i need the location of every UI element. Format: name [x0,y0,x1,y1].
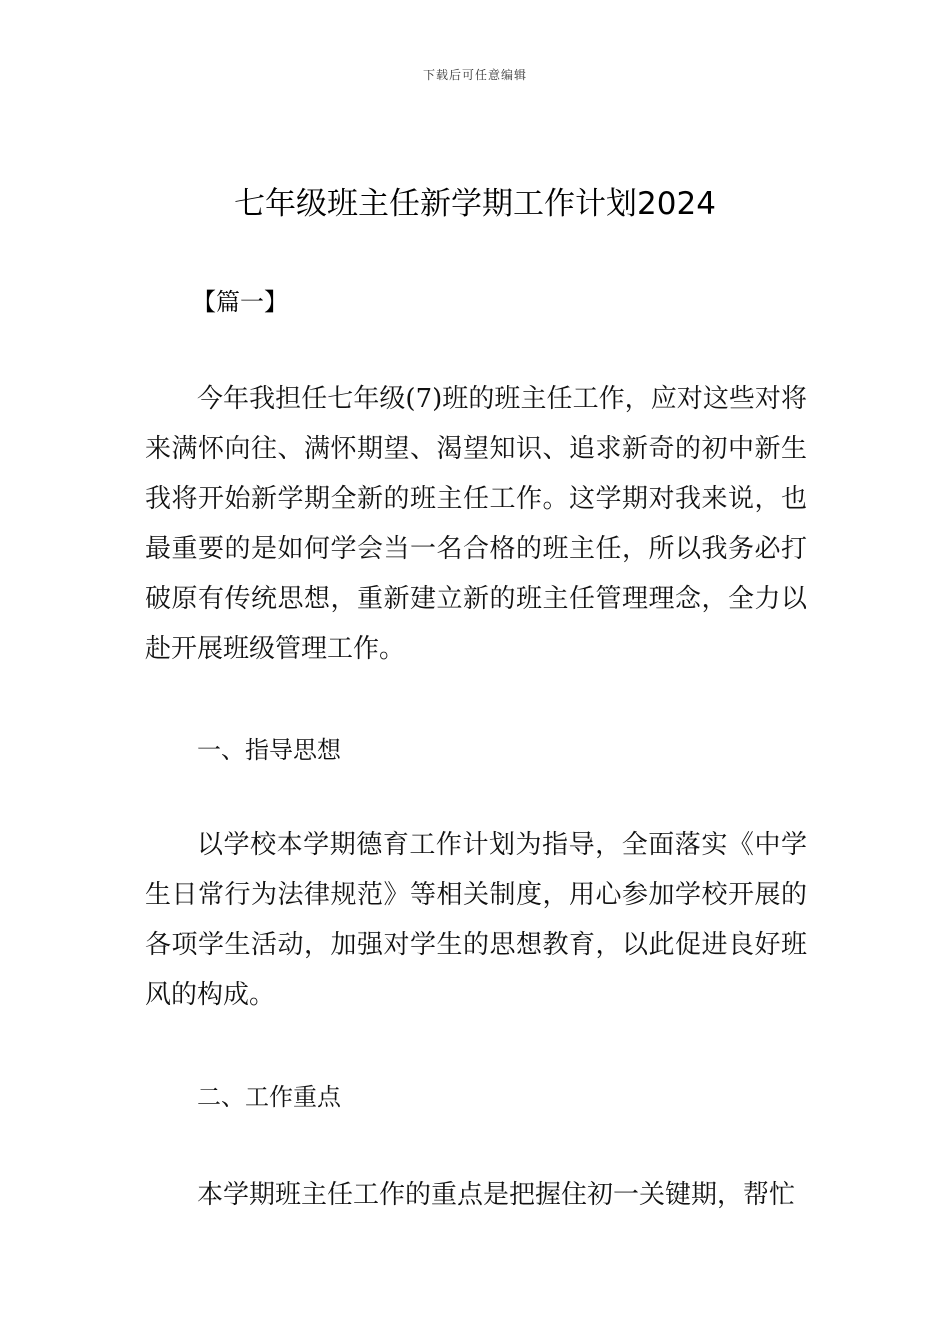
guiding-paragraph: 以学校本学期德育工作计划为指导，全面落实《中学生日常行为法律规范》等相关制度，用心参加学校开展的各项学生活动，加强对学生的思想教育，以此促进良好班风的构成。 [145,830,807,1010]
document-title: 七年级班主任新学期工作计划2024 [234,186,716,222]
page-header-note: 下载后可任意编辑 [422,68,527,82]
focus-paragraph: 本学期班主任工作的重点是把握住初一关键期，帮忙 [197,1180,796,1210]
section-heading-guiding: 一、指导思想 [197,736,341,764]
section-tag: 【篇一】 [192,288,288,316]
intro-paragraph: 今年我担任七年级(7)班的班主任工作，应对这些对将来满怀向往、满怀期望、渴望知识、追求新奇的初中新生我将开始新学期全新的班主任工作。这学期对我来说，也最重要的是如何学会当一名合格的班主任，所以我务必打破原有传统思想，重新建立新的班主任管理理念，全力以赴开展班级管理工作。 [145,384,807,664]
section-heading-focus: 二、工作重点 [197,1083,341,1111]
